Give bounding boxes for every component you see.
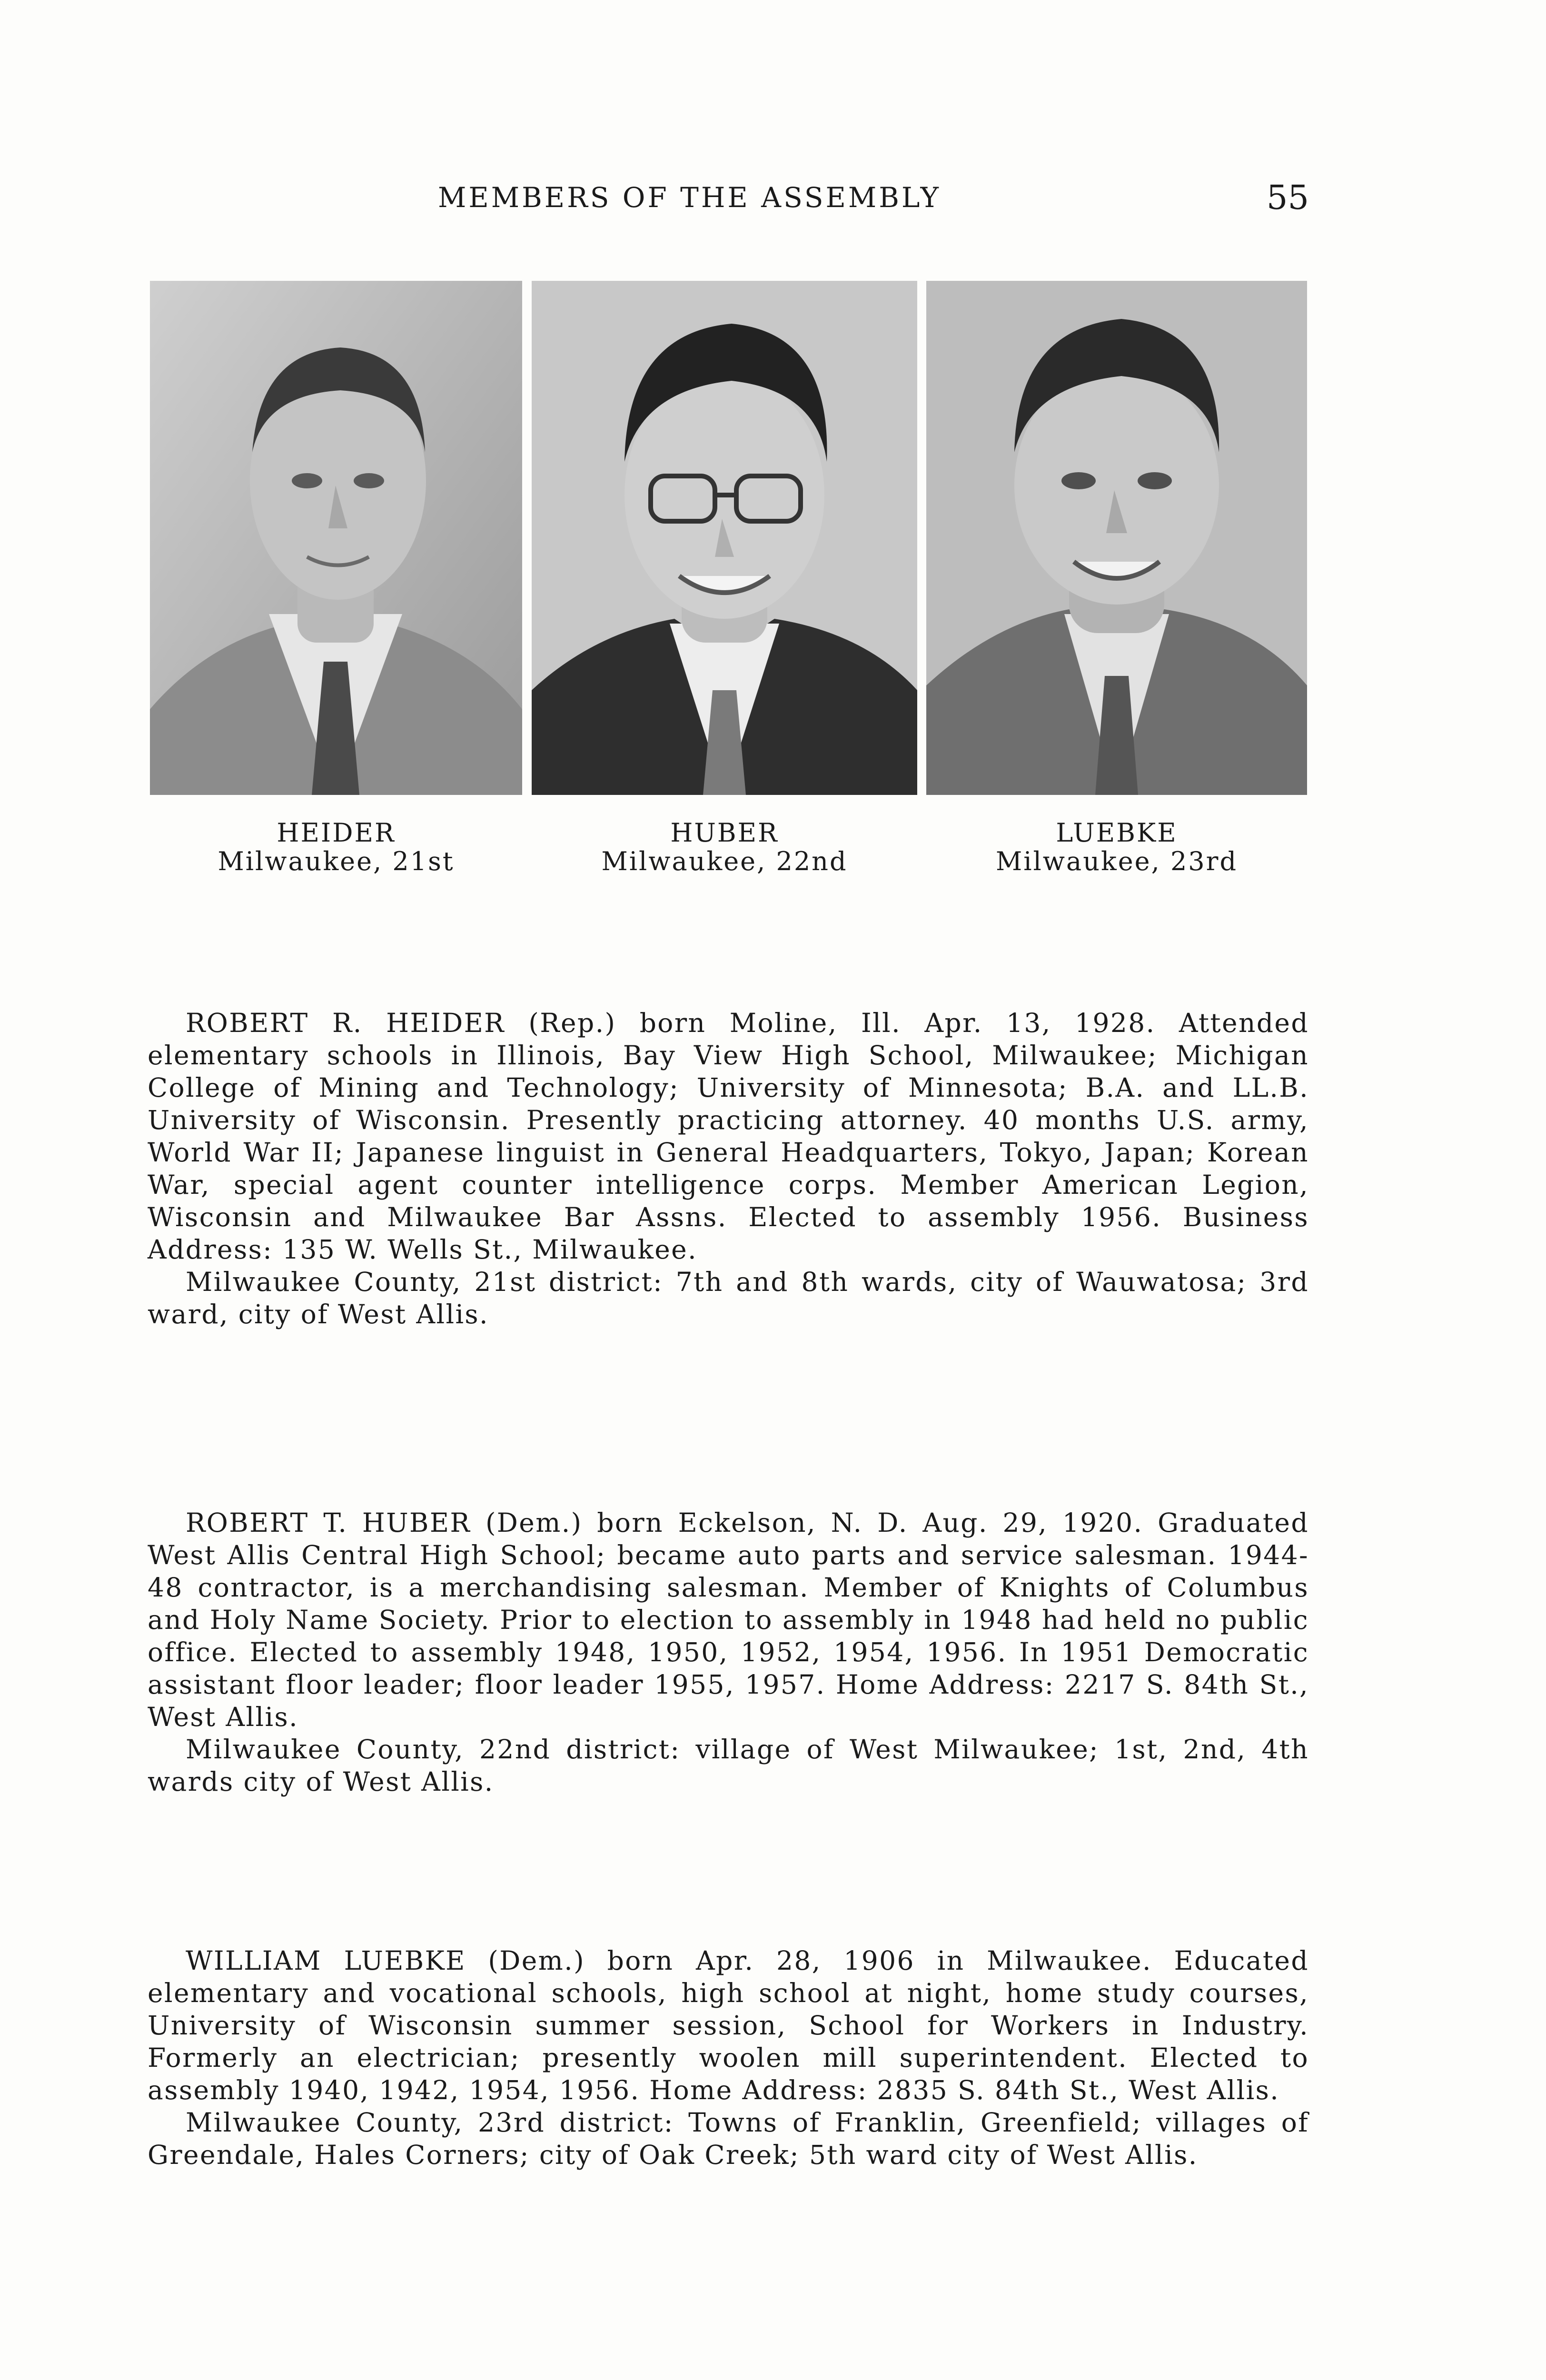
- caption-huber: [532, 819, 917, 876]
- biography-text: ROBERT T. HUBER (Dem.) born Eckelson, N. D. Aug. 29, 1920. Graduated West Allis Central High School; became auto parts and service salesman. 1944-48 contractor, is a merchandising salesman. Member of Knights of Columbus and Holy Name Society. Prior to election to assembly in 1948 had held no public office. Elected to assembly 1948, 1950, 1952, 1954, 1956. In 1951 Democratic assistant floor leader; floor leader 1955, 1957. Home Address: 2217 S. 84th St., West Allis.: [148, 1507, 1309, 1732]
- district-description: Milwaukee County, 22nd district: village of West Milwaukee; 1st, 2nd, 4th wards city of West Allis.: [148, 1734, 1309, 1797]
- page-header: [148, 176, 1309, 219]
- caption-district: Milwaukee, 22nd: [601, 846, 848, 876]
- biography-huber: [148, 1507, 1309, 1798]
- district-description: Milwaukee County, 23rd district: Towns of Franklin, Greenfield; villages of Greendale, Hales Corners; city of Oak Creek; 5th ward city of West Allis.: [148, 2107, 1309, 2170]
- caption-name: HEIDER: [277, 818, 396, 848]
- caption-district: Milwaukee, 23rd: [995, 846, 1238, 876]
- caption-name: HUBER: [670, 818, 779, 848]
- biography-text: ROBERT R. HEIDER (Rep.) born Moline, Ill. Apr. 13, 1928. Attended elementary schools in Illinois, Bay View High School, Milwaukee; Michigan College of Mining and Technology; University of Minnesota; B.A. and LL.B. University of Wisconsin. Presently practicing attorney. 40 months U.S. army, World War II; Japanese linguist in General Headquarters, Tokyo, Japan; Korean War, special agent counter intelligence corps. Member American Legion, Wisconsin and Milwaukee Bar Assns. Elected to assembly 1956. Business Address: 135 W. Wells St., Milwaukee.: [148, 1008, 1309, 1265]
- portrait-photo-huber: [532, 281, 917, 795]
- biography-heider: [148, 1007, 1309, 1330]
- page-number: 55: [1266, 178, 1309, 217]
- portrait-photo-luebke: [926, 281, 1307, 795]
- running-title: MEMBERS OF THE ASSEMBLY: [438, 181, 941, 214]
- caption-district: Milwaukee, 21st: [218, 846, 455, 876]
- biography-text: WILLIAM LUEBKE (Dem.) born Apr. 28, 1906 in Milwaukee. Educated elementary and vocational schools, high school at night, home study courses, University of Wisconsin summer session, School for Workers in Industry. Formerly an electrician; presently woolen mill superintendent. Elected to assembly 1940, 1942, 1954, 1956. Home Address: 2835 S. 84th St., West Allis.: [148, 1945, 1309, 2105]
- caption-heider: [150, 819, 522, 876]
- district-description: Milwaukee County, 21st district: 7th and 8th wards, city of Wauwatosa; 3rd ward, city of West Allis.: [148, 1267, 1309, 1329]
- caption-name: LUEBKE: [1056, 818, 1178, 848]
- caption-luebke: [926, 819, 1307, 876]
- biography-luebke: [148, 1944, 1309, 2171]
- portrait-photo-heider: [150, 281, 522, 795]
